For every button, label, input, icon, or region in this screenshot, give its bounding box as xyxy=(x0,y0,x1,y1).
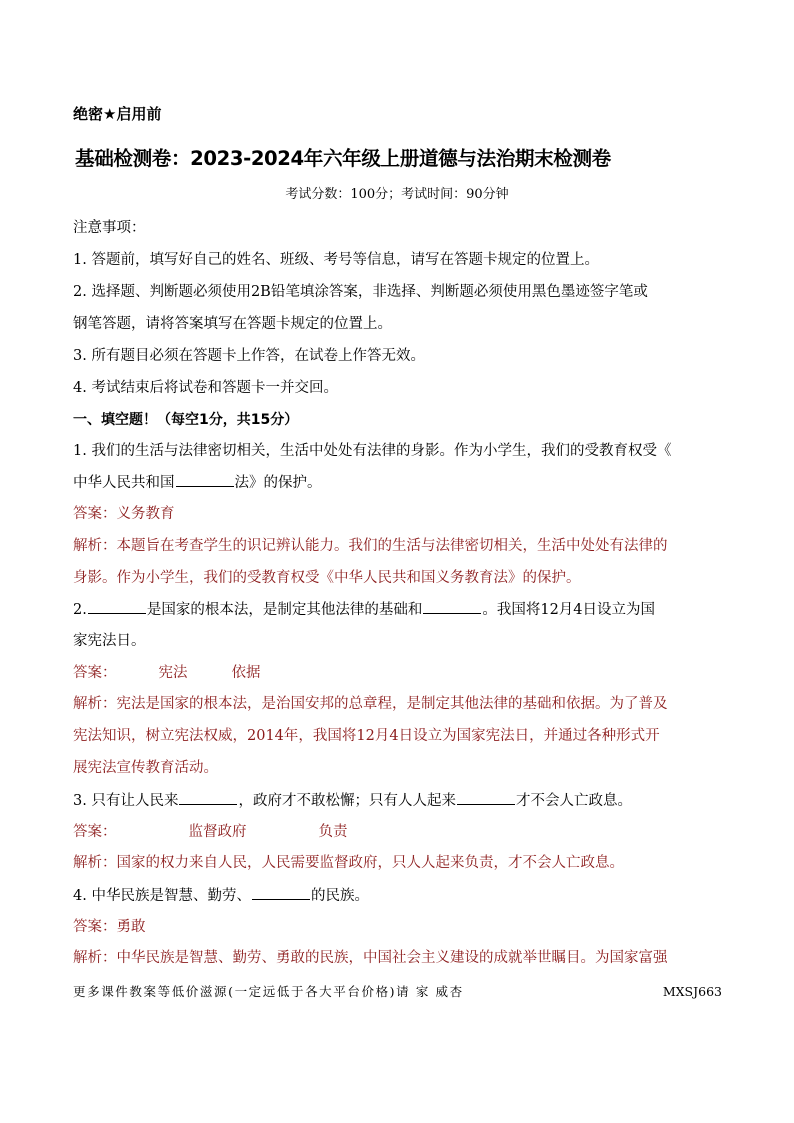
answer-label: 答案： xyxy=(73,824,117,840)
question-text-part: 中华人民共和国 xyxy=(73,475,175,491)
question-2-analysis: 解析：宪法是国家的根本法，是治国安邦的总章程，是制定其他法律的基础和依据。为了普及 xyxy=(73,696,668,712)
notice-item: 1. 答题前，填写好自己的姓名、班级、考号等信息，请写在答题卡规定的位置上。 xyxy=(73,252,599,268)
question-text-part: 3. 只有让人民来 xyxy=(73,793,179,809)
question-2-answer xyxy=(73,663,723,683)
question-1-text-cont xyxy=(73,472,723,493)
exam-info: 考试分数：100分；考试时间：90分钟 xyxy=(285,187,509,202)
question-2-analysis-cont: 展宪法宣传教育活动。 xyxy=(73,760,218,776)
question-1-text: 1. 我们的生活与法律密切相关，生活中处处有法律的身影。作为小学生，我们的受教育权受《 xyxy=(73,443,672,459)
answer-value: 监督政府 xyxy=(188,824,247,840)
fill-blank xyxy=(179,790,237,805)
question-text-part: 2. xyxy=(73,602,87,618)
question-4-answer: 答案：勇敢 xyxy=(73,919,146,935)
notice-item: 3. 所有题目必须在答题卡上作答，在试卷上作答无效。 xyxy=(73,348,425,364)
question-text-part: 才不会人亡政息。 xyxy=(515,793,632,809)
answer-value: 宪法 xyxy=(158,665,188,681)
question-4-analysis: 解析：中华民族是智慧、勤劳、勇敢的民族，中国社会主义建设的成就举世瞩目。为国家富强 xyxy=(73,950,668,966)
question-3-answer xyxy=(73,822,723,842)
question-1-answer: 答案：义务教育 xyxy=(73,506,175,522)
question-4-text xyxy=(73,885,723,906)
question-1-analysis: 解析：本题旨在考查学生的识记辨认能力。我们的生活与法律密切相关，生活中处处有法律的 xyxy=(73,538,668,554)
question-text-part: 。我国将12月4日设立为国 xyxy=(482,602,656,618)
question-2-analysis-cont: 宪法知识，树立宪法权威，2014年，我国将12月4日设立为国家宪法日，并通过各种形式开 xyxy=(73,728,660,744)
question-2-text xyxy=(73,599,723,620)
fill-blank xyxy=(423,599,481,614)
notice-item: 4. 考试结束后将试卷和答题卡一并交回。 xyxy=(73,380,338,396)
confidential-label: 绝密★启用前 xyxy=(73,105,162,123)
fill-blank xyxy=(252,885,310,900)
question-text-part: ，政府才不敢松懈；只有人人起来 xyxy=(238,793,456,809)
notice-heading: 注意事项： xyxy=(73,220,146,236)
section-heading: 一、填空题！（每空1分，共15分） xyxy=(73,412,299,428)
answer-value: 依据 xyxy=(231,665,261,681)
answer-label: 答案： xyxy=(73,665,117,681)
notice-item: 钢笔答题，请将答案填写在答题卡规定的位置上。 xyxy=(73,316,392,332)
fill-blank xyxy=(88,599,146,614)
question-2-text-cont: 家宪法日。 xyxy=(73,633,146,649)
question-text-part: 是国家的根本法，是制定其他法律的基础和 xyxy=(146,602,423,618)
page-title: 基础检测卷：2023-2024年六年级上册道德与法治期末检测卷 xyxy=(75,147,611,170)
answer-value: 负责 xyxy=(318,824,348,840)
question-text-part: 的民族。 xyxy=(310,888,369,904)
notice-item: 2. 选择题、判断题必须使用2B铅笔填涂答案，非选择、判断题必须使用黑色墨迹签字笔或 xyxy=(73,284,648,300)
footer-note: 更多课件教案等低价滋源(一定远低于各大平台价格)请 家 威杏 xyxy=(73,984,464,999)
question-text-part: 4. 中华民族是智慧、勤劳、 xyxy=(73,888,251,904)
question-1-analysis-cont: 身影。作为小学生，我们的受教育权受《中华人民共和国义务教育法》的保护。 xyxy=(73,570,581,586)
question-text-part: 法》的保护。 xyxy=(234,475,322,491)
question-3-text xyxy=(73,790,723,811)
fill-blank xyxy=(176,472,234,487)
question-3-analysis: 解析：国家的权力来自人民，人民需要监督政府，只人人起来负责，才不会人亡政息。 xyxy=(73,855,624,871)
fill-blank xyxy=(457,790,515,805)
footer-code: MXSJ663 xyxy=(662,984,722,999)
